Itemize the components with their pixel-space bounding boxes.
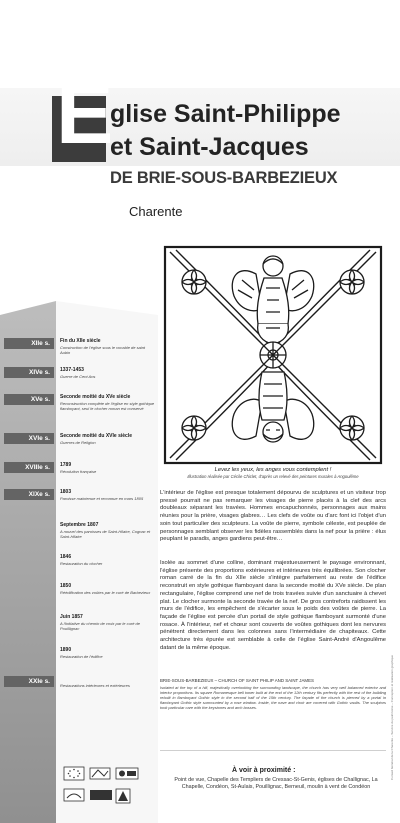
century-label: XVe s. xyxy=(4,394,54,405)
event-title: Seconde moitié du XVe siècle xyxy=(60,394,131,400)
keystone xyxy=(260,342,286,368)
event-title: 1337-1453 xyxy=(60,367,84,373)
event-description: A l'initiative du chemin de croix par le curé de Pouillignac xyxy=(60,621,140,632)
body-paragraph-2: Isolée au sommet d'une colline, dominant majestueusement le paysage environnant, l'église présente des proportions extérieures et intérieures très équilibrées. Son clocher roman carré de la fin du XIIe siècle s'intègre parfaitement au reste de l'édifice reconstruit en style gothique flamboyant dans la seconde moitié du XVe siècle. De plan rectangulaire, l'église comprend une nef de trois travées suivie d'un sanctuaire à chevet plat. Le clocher surmonte la seconde travée de la nef. De gros contreforts raidissent les murs de l'édifice, les empêchent de s'écarter sous le poids des voûtes de pierre. La façade de l'église est percée d'un portail de style gothique flamboyant surmonté d'une rosace. À l'intérieur, nef et chœur sont couverts de voûtes gothiques dont les nervures pénètrent directement dans les colonnes sans l'intermédiaire de chapiteaux. Cette architecture très épurée est semblable à celle de l'église Saint-André d'Angoulême datant de la même époque. xyxy=(160,560,386,651)
nearby-heading: À voir à proximité : xyxy=(232,767,296,774)
department-logo-icon xyxy=(116,768,138,779)
subtitle: DE BRIE-SOUS-BARBEZIEUX xyxy=(110,169,338,187)
century-label xyxy=(4,554,54,565)
event-title: Juin 1857 xyxy=(60,614,83,620)
title-line-1: glise Saint-Philippe xyxy=(110,100,341,128)
century-label xyxy=(4,614,54,625)
region-label: Charente xyxy=(129,204,183,219)
english-heading: BRIE-SOUS-BARBEZIEUX – CHURCH OF SAINT PHILIP AND SAINT JAMES xyxy=(160,678,314,683)
event-description: Guerre de Cent Ans xyxy=(60,374,96,379)
event-description: Guerres de Religion xyxy=(60,440,96,445)
event-title: 1803 xyxy=(60,489,72,495)
rosette-top-left xyxy=(182,270,206,294)
century-label xyxy=(4,647,54,658)
rosette-bottom-right xyxy=(340,416,364,440)
event-title: Fin du XIIe siècle xyxy=(60,338,101,344)
century-label: XIIe s. xyxy=(4,338,54,349)
nearby-list: Point de vue, Chapelle des Templiers de Cressac-St-Genis, églises de Challignac, La Chapelle, Condéon, St-Aulais, Pouillignac, Berneuil, moulin à vent de Condéon xyxy=(174,777,378,791)
credits: Conseil Général de la Charente – Service du patrimoine – Conception et réalisation graphique xyxy=(390,655,394,780)
century-label: XIXe s. xyxy=(4,489,54,500)
illustration-caption: Levez les yeux, les anges vous contemplent ! xyxy=(214,467,332,473)
rosette-bottom-left xyxy=(182,416,206,440)
event-description: Restauration du clocher xyxy=(60,561,103,566)
body-paragraph-1: L'intérieur de l'église est presque totalement dépourvu de sculptures et un visiteur trop pressé pourrait ne pas remarquer les visages de pierre placés à la clef des arcs doubleaux séparant les travées. Hommes encapuchonnés, personnages aux mains réunies pour la prière, visages glabres… Les clefs de voûte ou d'arc font ici l'objet d'un soin tout particulier des sculpteurs. La voûte de pierre, symbole céleste, est peuplée de personnages semblant observer les fidèles rassemblés dans la nef pour la prière : élus peuplant le paradis, anges gardiens peut-être… xyxy=(160,490,386,543)
century-label: XXIe s. xyxy=(4,676,54,687)
century-label: XIVe s. xyxy=(4,367,54,378)
event-title: Seconde moitié du XVIe siècle xyxy=(60,433,132,439)
eu-flag-icon xyxy=(64,767,84,780)
initial-letter: É xyxy=(56,66,114,162)
event-title: 1850 xyxy=(60,583,72,589)
timeline xyxy=(0,301,158,823)
event-description: Réédification des voûtes par le curé de Barbezieux xyxy=(60,590,151,595)
agriculture-logo-icon xyxy=(64,789,84,801)
illustration-credit: Illustration réalisée par Cécile Chiclet, d'après un relevé des peintures murales à Angoulême xyxy=(187,474,359,479)
century-label xyxy=(4,583,54,594)
event-description: Paroisse maintenue et reconnue en mars 1805 xyxy=(60,496,144,501)
english-text: Isolated at the top of a hill, majestically overlooking the surrounding landscape, the church has very well balanced exterior and interior proportions. Its square Romanesque bell tower built at the end of the 12th century fits perfectly with the rest of the building rebuilt in flamboyant Gothic style in the second half of the 15th century. The façade of the church is pierced by a portal in flamboyant Gothic style surmounted by a rose window. Inside, the nave and choir are covered with Gothic vaults. The sculptors took particular care with the keystones and arch bosses. xyxy=(160,685,386,711)
century-label: XVIe s. xyxy=(4,433,54,444)
event-title: 1789 xyxy=(60,462,72,468)
event-description: Restaurations intérieures et extérieures xyxy=(60,683,130,688)
event-description: Reconstruction complète de l'église en style gothique flamboyant, seul le clocher roman est conservé xyxy=(60,401,155,412)
vault-illustration xyxy=(162,244,384,466)
century-label xyxy=(4,522,54,533)
event-description: Révolution française xyxy=(60,469,97,474)
heritage-logo-icon xyxy=(116,789,130,803)
event-description: Construction de l'église sous le vocable de saint Aubin xyxy=(60,345,146,356)
rosette-top-right xyxy=(340,270,364,294)
title-line-2: et Saint-Jacques xyxy=(110,133,309,161)
event-title: 1890 xyxy=(60,647,72,653)
event-description: Restauration de l'édifice xyxy=(60,654,103,659)
event-description: A nouvel des paroisses de Saint-Hilaire, Cognac et Saint-Hilaire xyxy=(60,529,151,540)
region-logo-icon xyxy=(90,768,110,779)
commune-logo-icon xyxy=(90,790,112,800)
footer-rule xyxy=(160,750,386,751)
century-label: XVIIIe s. xyxy=(4,462,54,473)
partner-logos xyxy=(60,765,160,815)
event-title: 1846 xyxy=(60,554,72,560)
event-title: Septembre 1807 xyxy=(60,522,99,528)
